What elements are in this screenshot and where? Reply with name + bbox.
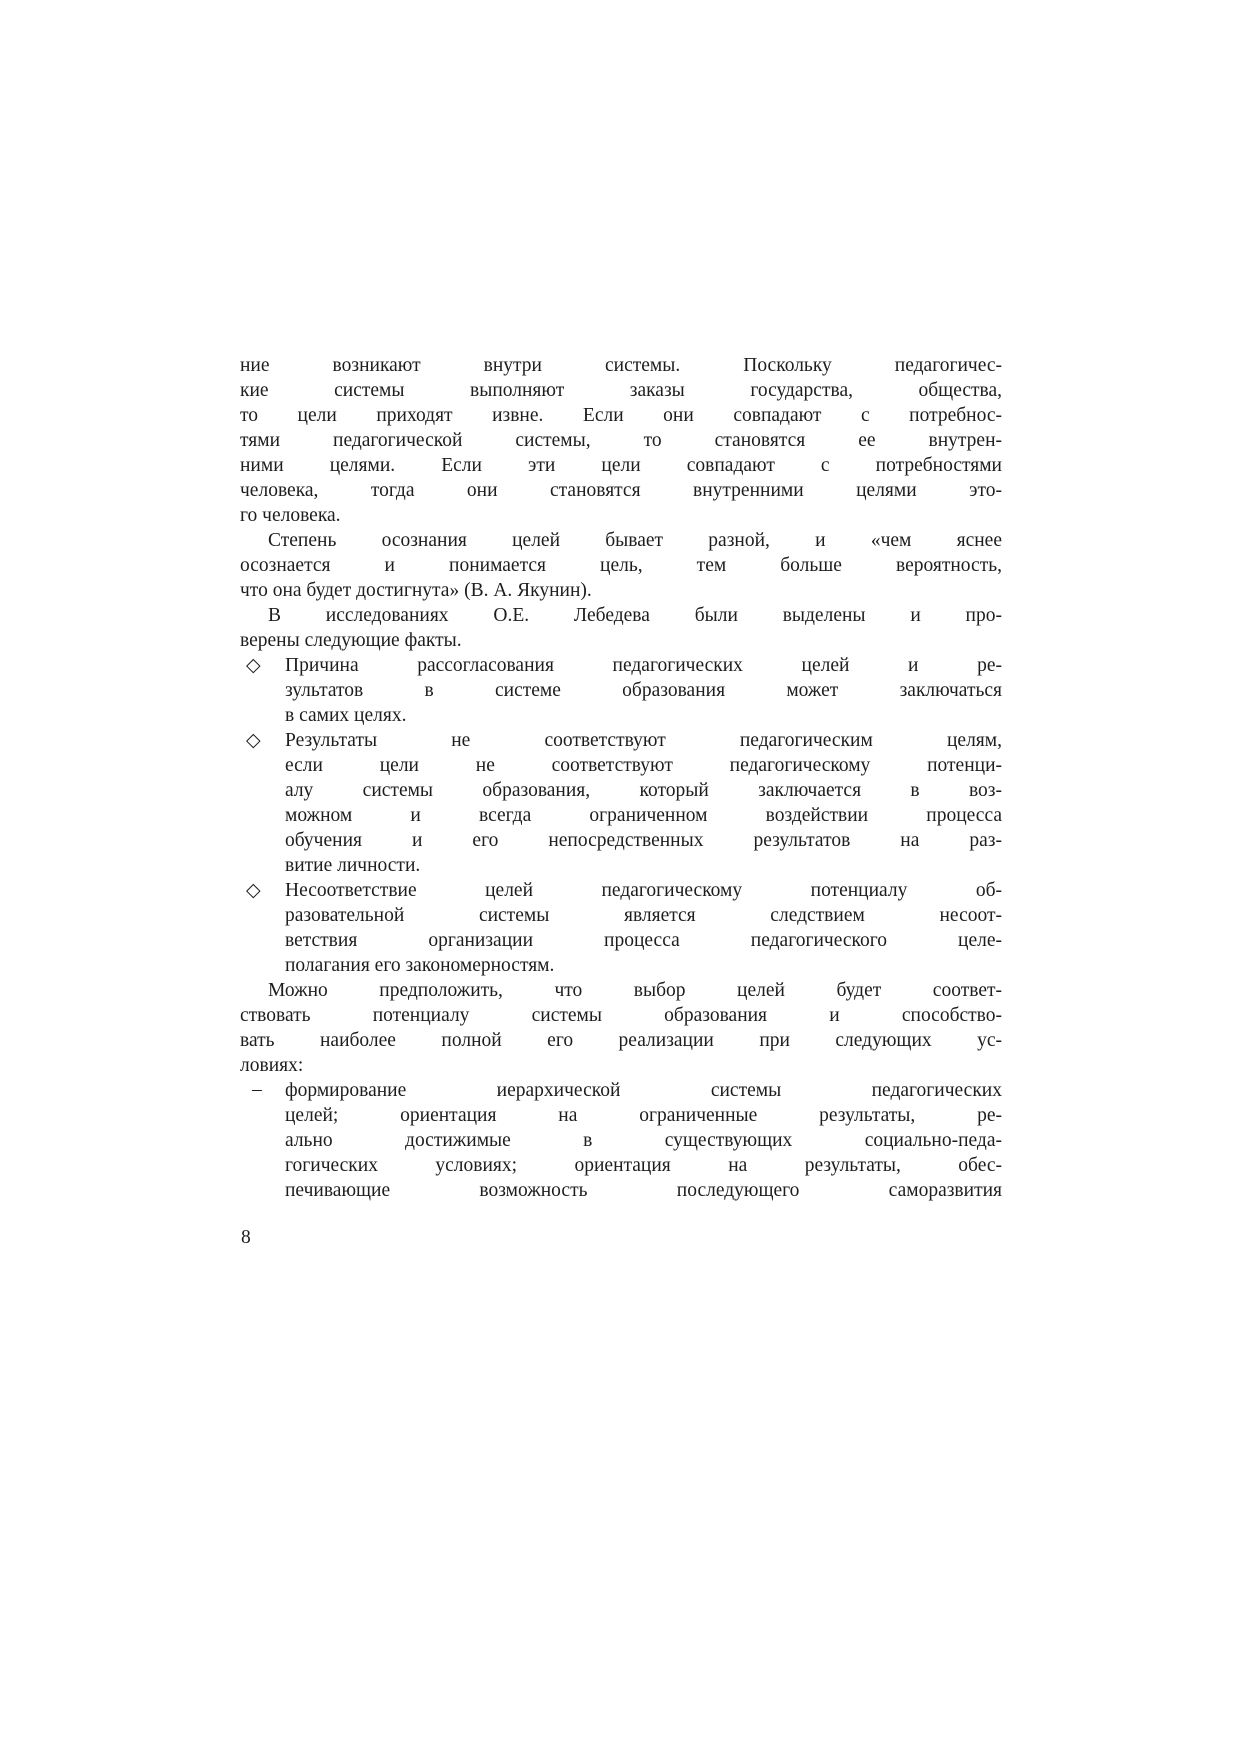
list-item <box>240 878 1002 978</box>
text-line: Причина рассогласования педагогических целей и ре- <box>285 655 1002 676</box>
text-line: что она будет достигнута» (В. А. Якунин). <box>240 580 592 601</box>
text-line: тями педагогической системы, то становятся ее внутрен- <box>240 430 1002 451</box>
list-item <box>240 1078 1002 1203</box>
text-line: алу системы образования, который заключается в воз- <box>285 780 1002 801</box>
text-line: витие личности. <box>285 855 421 876</box>
paragraph <box>240 353 1002 528</box>
text-line: Степень осознания целей бывает разной, и «чем яснее <box>268 530 1002 551</box>
text-line: го человека. <box>240 505 341 526</box>
dash-marker: – <box>252 1079 262 1100</box>
text-line: вать наиболее полной его реализации при следующих ус- <box>240 1030 1002 1051</box>
text-line: ветствия организации процесса педагогического целе- <box>285 930 1002 951</box>
text-line: в самих целях. <box>285 705 407 726</box>
text-line: ловиях: <box>240 1055 304 1076</box>
text-line: формирование иерархической системы педагогических <box>285 1080 1002 1101</box>
text-line: гогических условиях; ориентация на результаты, обес- <box>285 1155 1002 1176</box>
text-line: обучения и его непосредственных результатов на раз- <box>285 830 1002 851</box>
text-line: ними целями. Если эти цели совпадают с потребностями <box>240 455 1002 476</box>
text-line: В исследованиях О.Е. Лебедева были выделены и про- <box>268 605 1002 626</box>
text-line: разовательной системы является следствием несоот- <box>285 905 1002 926</box>
diamond-bullet-marker: ◇ <box>246 655 261 676</box>
text-line: ние возникают внутри системы. Поскольку педагогичес- <box>240 355 1002 376</box>
text-line: то цели приходят извне. Если они совпадают с потребнос- <box>240 405 1002 426</box>
paragraph <box>240 978 1002 1078</box>
text-line: осознается и понимается цель, тем больше вероятность, <box>240 555 1002 576</box>
text-line: полагания его закономерностям. <box>285 955 555 976</box>
text-line: ствовать потенциалу системы образования и способство- <box>240 1005 1002 1026</box>
text-line: Несоответствие целей педагогическому потенциалу об- <box>285 880 1002 901</box>
diamond-bullet-marker: ◇ <box>246 880 261 901</box>
text-line: Результаты не соответствуют педагогическим целям, <box>285 730 1002 751</box>
diamond-bullet-marker: ◇ <box>246 730 261 751</box>
text-line: ально достижимые в существующих социально-педа- <box>285 1130 1002 1151</box>
text-line: можном и всегда ограниченном воздействии процесса <box>285 805 1002 826</box>
text-line: печивающие возможность последующего саморазвития <box>285 1180 1002 1201</box>
paragraph <box>240 528 1002 603</box>
text-line: Можно предположить, что выбор целей будет соответ- <box>268 980 1002 1001</box>
paragraph <box>240 603 1002 653</box>
list-item <box>240 728 1002 878</box>
page-number: 8 <box>241 1227 251 1248</box>
list-item <box>240 653 1002 728</box>
text-line: зультатов в системе образования может заключаться <box>285 680 1002 701</box>
text-line: кие системы выполняют заказы государства, общества, <box>240 380 1002 401</box>
text-line: целей; ориентация на ограниченные результаты, ре- <box>285 1105 1002 1126</box>
text-block <box>240 353 1002 1203</box>
text-line: если цели не соответствуют педагогическому потенци- <box>285 755 1002 776</box>
text-line: человека, тогда они становятся внутренними целями это- <box>240 480 1002 501</box>
text-line: верены следующие факты. <box>240 630 462 651</box>
